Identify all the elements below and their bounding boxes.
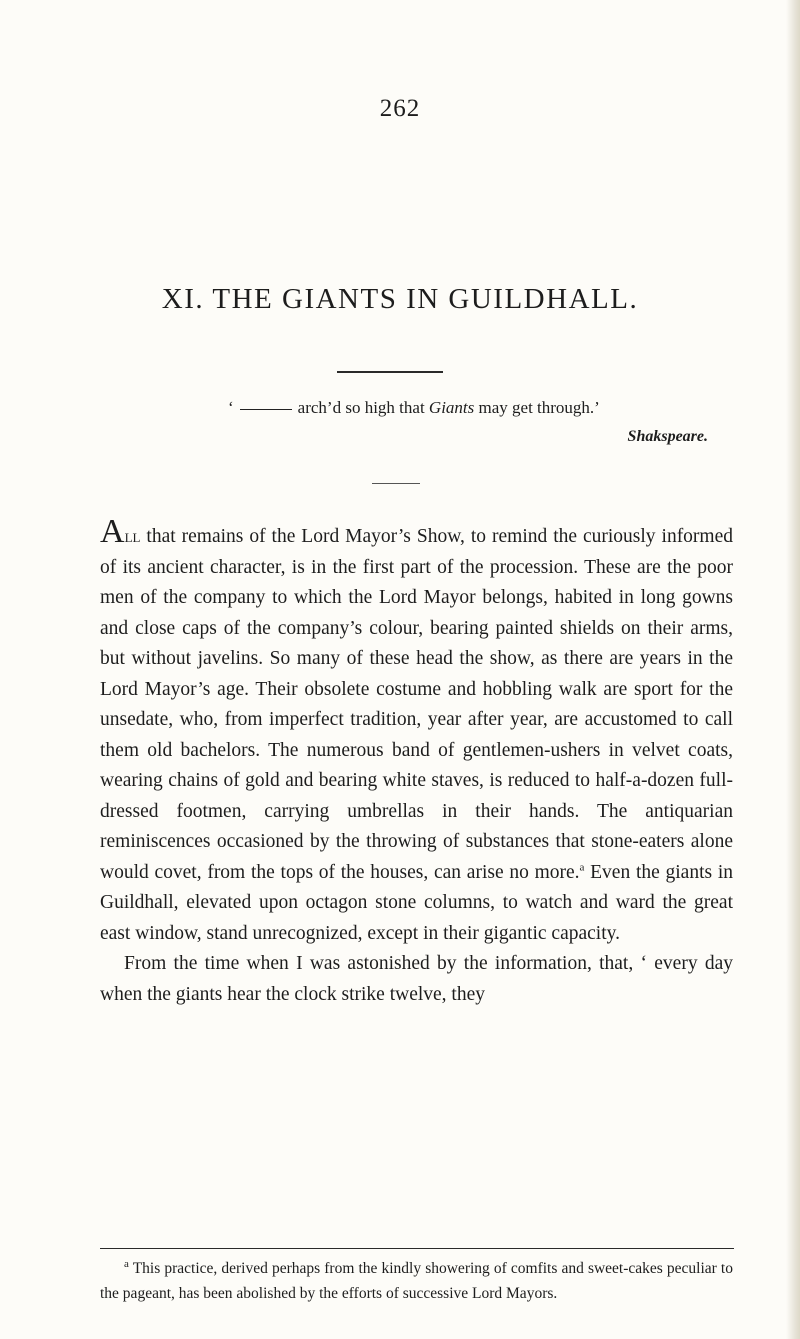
drop-cap: A [100,513,125,550]
paragraph-1 [100,513,733,949]
paragraph-2: From the time when I was astonished by the information, that, ‘ every day when the giants hear the clock strike twelve, they [100,953,733,1005]
footnote [100,1256,733,1306]
footnote-rule [100,1248,734,1249]
footnote-reference: a [579,861,585,873]
paragraph-1-tail: Even the giants in Guildhall, elevated upon octagon stone columns, to watch and ward the great east window, stand unrecognized, except in their gigantic capacity. [100,861,733,944]
epigraph [228,398,600,418]
title-rule [337,371,443,373]
chapter-title: XI. THE GIANTS IN GUILDHALL. [161,283,639,315]
epigraph-text-before: arch’d so high that [297,398,429,417]
epigraph-open-quote: ‘ [228,398,234,417]
epigraph-rule [372,483,420,484]
page-number: 262 [379,95,421,122]
body-text [100,513,733,1010]
epigraph-dash [240,409,292,410]
page-edge-shadow [786,0,800,1339]
footnote-marker: a [124,1257,129,1270]
epigraph-attribution: Shakspeare. [627,428,708,445]
footnote-text: This practice, derived perhaps from the kindly showering of comfits and sweet-cakes peculiar to the pageant, has been abolished by the efforts of successive Lord Mayors. [100,1260,733,1302]
opening-smallcaps: ll [124,526,141,547]
epigraph-text-after: may get through.’ [474,398,600,417]
epigraph-text-italic: Giants [428,398,475,417]
paragraph-1-text: that remains of the Lord Mayor’s Show, to remind the curiously informed of its ancient character, is in the first part of the procession. These are the poor men of the company to which the Lord Mayor belongs, habited in long gowns and close caps of the company’s colour, bearing painted shields on their arms, but without javelins. So many of these head the show, as there are years in the Lord Mayor’s age. Their obsolete costume and hobbling walk are sport for the unsedate, who, from imperfect tradition, year after year, are accustomed to call them old bachelors. The numerous band of gentlemen-ushers in velvet coats, wearing chains of gold and bearing white staves, is reduced to half-a-dozen full-dressed footmen, carrying umbrellas in their hands. The antiquarian reminiscences occasioned by the throwing of substances that stone-eaters alone would covet, from the tops of the houses, can arise no more. [100,526,733,883]
